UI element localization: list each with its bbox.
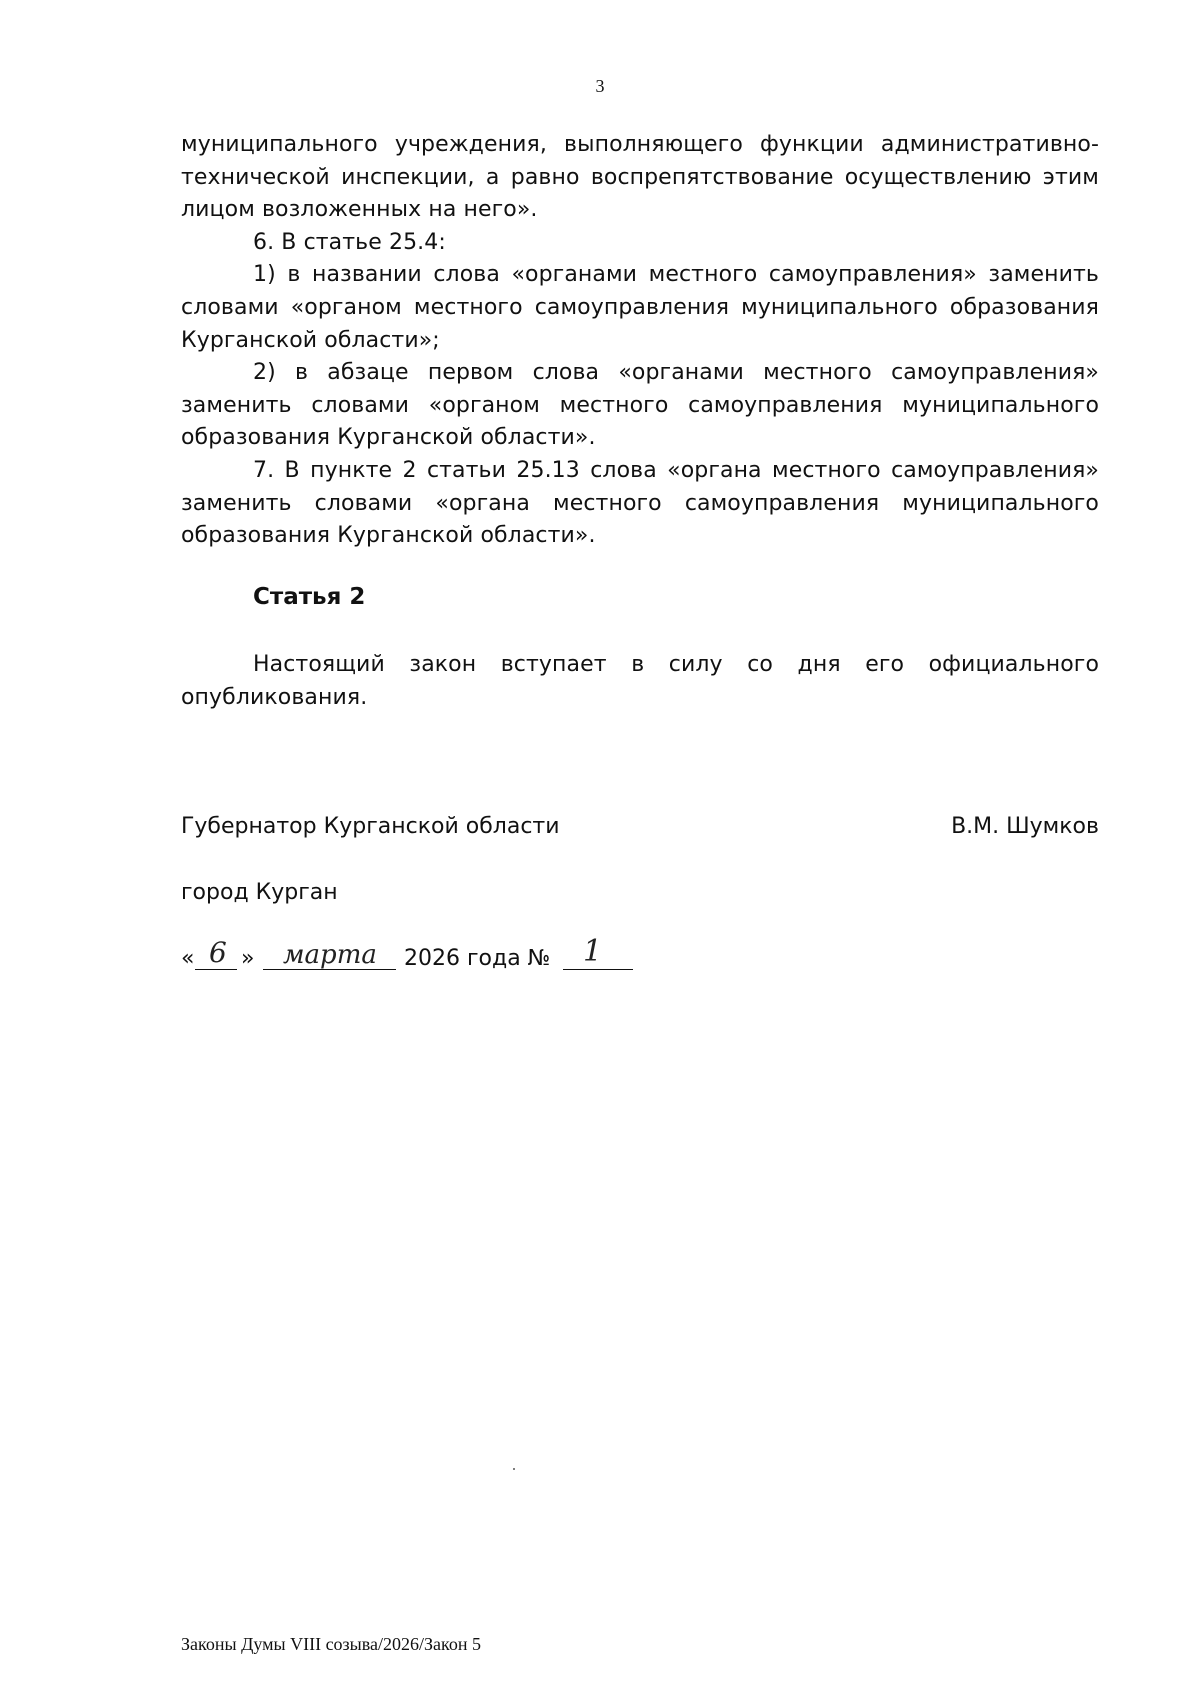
paragraph-item-6: 6. В статье 25.4: xyxy=(253,229,446,255)
scan-speck xyxy=(513,1468,515,1470)
date-year-and-number-label: 2026 года № xyxy=(404,946,551,971)
paragraph-subitem-2: 2) в абзаце первом слова «органами местного самоуправления» заменить словами «органом местного самоуправления муниципального образования Курганской области». xyxy=(181,360,1099,451)
amendments-text xyxy=(181,129,1099,553)
signatory-position: Губернатор Курганской области xyxy=(181,814,560,839)
paragraph-subitem-1: 1) в названии слова «органами местного самоуправления» заменить словами «органом местного самоуправления муниципального образования Курганской области»; xyxy=(181,262,1099,353)
paragraph-continuation: муниципального учреждения, выполняющего функции административно-технической инспекции, а равно воспрепятствование осуществлению этим лицом возложенных на него». xyxy=(181,132,1099,223)
handwritten-day: 6 xyxy=(209,936,227,969)
date-open-quote: « xyxy=(181,946,195,971)
date-close-quote: » xyxy=(241,946,255,971)
day-blank xyxy=(195,969,237,970)
document-footer: Законы Думы VIII созыва/2026/Закон 5 xyxy=(181,1634,481,1654)
signatory-name: В.М. Шумков xyxy=(951,814,1099,839)
article-2-heading: Статья 2 xyxy=(253,584,366,610)
page-number: 3 xyxy=(595,76,605,96)
handwritten-law-number: 1 xyxy=(583,934,603,969)
article-2-body xyxy=(181,649,1099,714)
paragraph-item-7: 7. В пункте 2 статьи 25.13 слова «органа местного самоуправления» заменить словами «органа местного самоуправления муниципального образования Курганской области». xyxy=(181,457,1099,549)
number-blank xyxy=(563,969,633,970)
place-of-signing: город Курган xyxy=(181,880,338,905)
article-2-text: Настоящий закон вступает в силу со дня его официального опубликования. xyxy=(181,652,1099,710)
signature-row xyxy=(181,814,1099,839)
handwritten-month: марта xyxy=(283,940,377,970)
